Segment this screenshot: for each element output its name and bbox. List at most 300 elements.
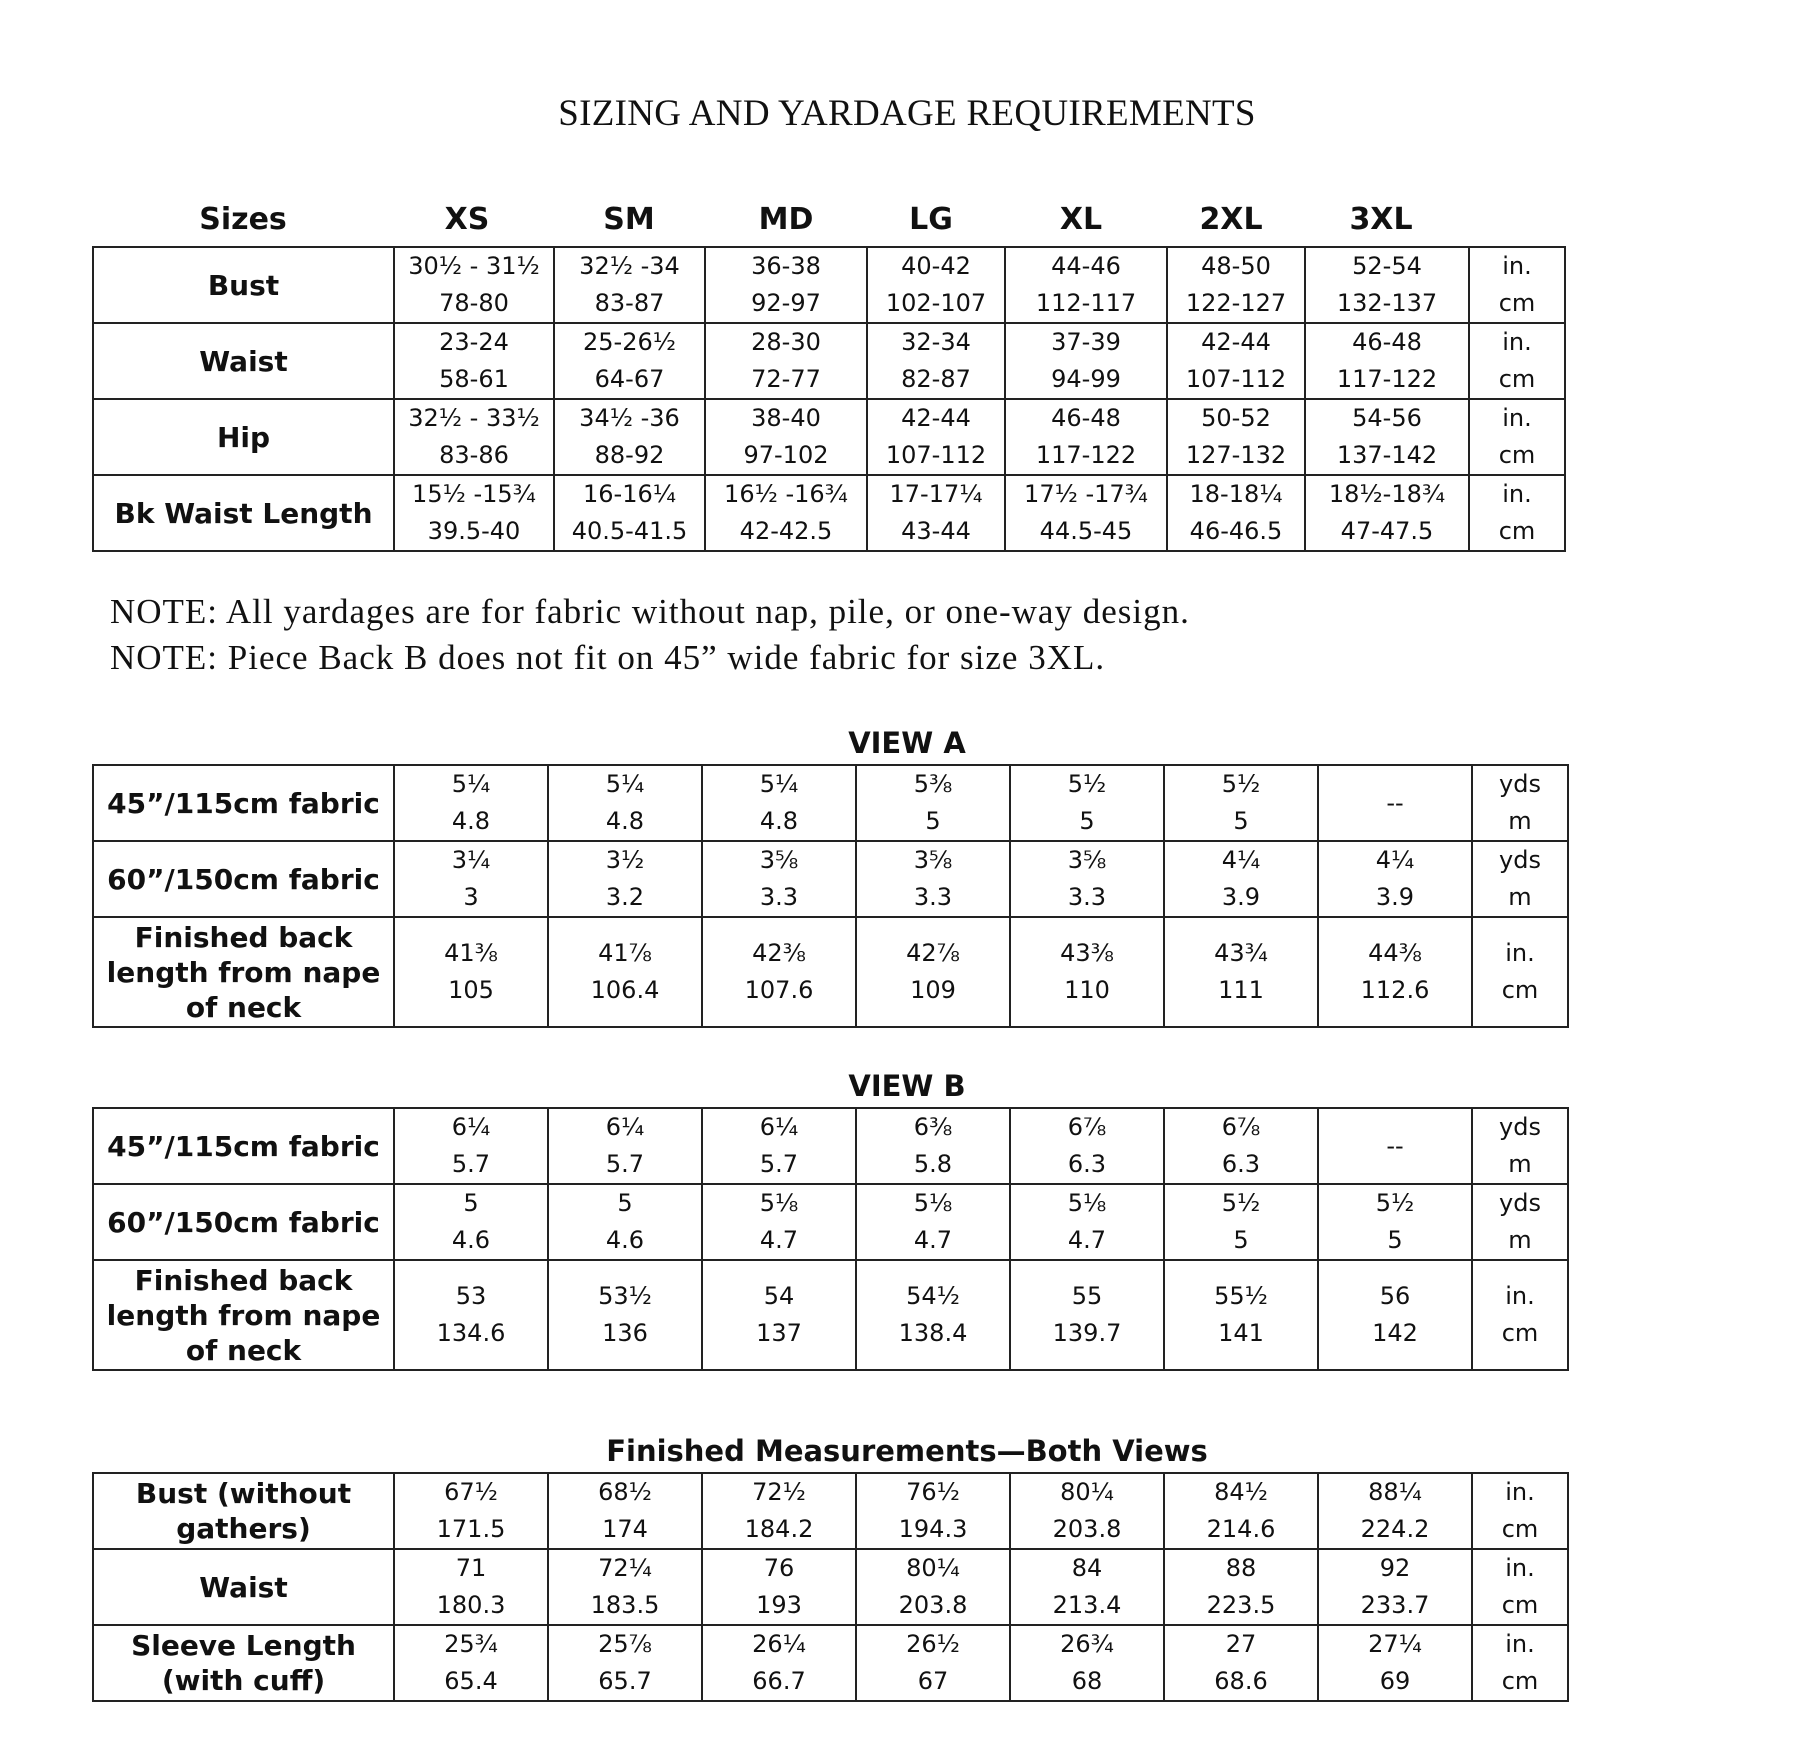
unit-top: in. [1505, 1478, 1535, 1506]
table-cell [1318, 765, 1472, 841]
cell-value-bottom: 3 [463, 883, 479, 911]
table-cell [702, 1549, 856, 1625]
cell-value-top: 5 [463, 1189, 479, 1217]
cell-value-top: 67½ [444, 1478, 498, 1506]
table-cell [705, 399, 867, 475]
cell-value-top: 53½ [598, 1282, 652, 1310]
cell-value-top: 5¼ [605, 770, 645, 798]
cell-value: -- [1386, 1131, 1404, 1160]
size-lg: LG [909, 202, 953, 237]
unit-cell [1472, 1625, 1568, 1701]
cell-value-bottom: 3.3 [1067, 883, 1107, 911]
cell-value-bottom: 5.7 [759, 1150, 799, 1178]
table-cell [702, 1473, 856, 1549]
cell-value-top: 5⅛ [759, 1189, 799, 1217]
cell-value-top: 17½ -17¾ [1024, 480, 1148, 508]
cell-value: -- [1386, 788, 1404, 817]
cell-value-bottom: 83-86 [439, 441, 509, 469]
table-cell [548, 1625, 702, 1701]
cell-value-bottom: 47-47.5 [1340, 517, 1434, 545]
cell-value-bottom: 107.6 [744, 976, 814, 1004]
cell-value-top: 76½ [906, 1478, 960, 1506]
cell-value-top: 68½ [598, 1478, 652, 1506]
cell-value-bottom: 4.7 [759, 1226, 799, 1254]
cell-value-top: 5⅛ [913, 1189, 953, 1217]
row-label-line: Bust (without [135, 1477, 352, 1510]
table-cell [867, 399, 1005, 475]
table-cell [554, 399, 705, 475]
cell-value-top: 26¾ [1060, 1630, 1114, 1658]
cell-value-top: 23-24 [439, 328, 509, 356]
size-xl: XL [1059, 202, 1103, 237]
cell-value-top: 88 [1225, 1554, 1257, 1582]
table-cell [548, 841, 702, 917]
table-cell [394, 1625, 548, 1701]
row-label [93, 1108, 394, 1184]
cell-value-top: 5½ [1221, 770, 1261, 798]
table-cell [1305, 247, 1469, 323]
cell-value-bottom: 223.5 [1206, 1591, 1276, 1619]
cell-value-bottom: 6.3 [1221, 1150, 1261, 1178]
cell-value-top: 3¼ [451, 846, 491, 874]
row-label [93, 247, 394, 323]
cell-value-top: 6⅜ [913, 1113, 953, 1141]
table-row [93, 1260, 1568, 1370]
finished-measurements-table [92, 1472, 1569, 1702]
table-cell [1005, 475, 1167, 551]
table-cell [1318, 841, 1472, 917]
cell-value-top: 56 [1379, 1282, 1411, 1310]
cell-value-bottom: 68.6 [1214, 1667, 1268, 1695]
cell-value-bottom: 92-97 [751, 289, 821, 317]
cell-value-bottom: 180.3 [436, 1591, 506, 1619]
cell-value-top: 17-17¼ [889, 480, 983, 508]
note-1: NOTE: All yardages are for fabric without nap, pile, or one-way design. [110, 592, 1190, 631]
table-cell [856, 1184, 1010, 1260]
cell-value-top: 41⅞ [598, 939, 652, 967]
row-label [93, 1260, 394, 1370]
cell-value-top: 38-40 [751, 404, 821, 432]
table-cell [1010, 1260, 1164, 1370]
row-label-text: Bust [207, 268, 280, 302]
cell-value-bottom: 94-99 [1051, 365, 1121, 393]
cell-value-bottom: 136 [602, 1319, 648, 1347]
table-cell [867, 475, 1005, 551]
cell-value-top: 40-42 [901, 252, 971, 280]
row-label-text: 60”/150cm fabric [107, 1205, 380, 1239]
table-row [93, 1184, 1568, 1260]
table-cell [394, 475, 554, 551]
cell-value-top: 54½ [906, 1282, 960, 1310]
row-label [93, 475, 394, 551]
note-2: NOTE: Piece Back B does not fit on 45” wide fabric for size 3XL. [110, 638, 1106, 677]
row-label-line: Sleeve Length [131, 1629, 356, 1662]
unit-cell [1472, 841, 1568, 917]
table-cell [1167, 475, 1305, 551]
row-label [93, 399, 394, 475]
cell-value-top: 26¼ [752, 1630, 806, 1658]
sizes-header [94, 202, 1578, 244]
table-cell [1010, 1108, 1164, 1184]
unit-cell [1472, 1260, 1568, 1370]
table-cell [1164, 841, 1318, 917]
table-cell [1010, 841, 1164, 917]
cell-value-bottom: 5.7 [451, 1150, 491, 1178]
cell-value-top: 30½ - 31½ [408, 252, 540, 280]
cell-value-bottom: 132-137 [1336, 289, 1438, 317]
table-cell [394, 841, 548, 917]
cell-value-bottom: 88-92 [594, 441, 665, 469]
table-cell [856, 1625, 1010, 1701]
size-xs: XS [444, 202, 490, 237]
unit-top: in. [1505, 1282, 1535, 1310]
cell-value-bottom: 203.8 [898, 1591, 968, 1619]
cell-value-bottom: 6.3 [1067, 1150, 1107, 1178]
unit-bottom: cm [1501, 1515, 1539, 1543]
table-cell [394, 247, 554, 323]
unit-cell [1472, 1473, 1568, 1549]
cell-value-bottom: 233.7 [1360, 1591, 1430, 1619]
cell-value-bottom: 4.6 [451, 1226, 491, 1254]
cell-value-top: 42-44 [1201, 328, 1271, 356]
table-cell [1164, 1625, 1318, 1701]
cell-value-bottom: 64-67 [594, 365, 665, 393]
cell-value-bottom: 183.5 [590, 1591, 660, 1619]
unit-top: yds [1499, 1113, 1541, 1141]
unit-top: yds [1499, 846, 1541, 874]
cell-value-top: 3½ [605, 846, 645, 874]
table-cell [856, 917, 1010, 1027]
table-cell [1167, 323, 1305, 399]
cell-value-top: 32½ - 33½ [408, 404, 540, 432]
table-cell [1318, 1625, 1472, 1701]
cell-value-bottom: 102-107 [885, 289, 987, 317]
unit-cell [1472, 917, 1568, 1027]
table-cell [702, 765, 856, 841]
unit-bottom: cm [1501, 1591, 1539, 1619]
table-row [93, 1108, 1568, 1184]
unit-bottom: cm [1498, 441, 1536, 469]
unit-bottom: cm [1501, 1319, 1539, 1347]
row-label-line: gathers) [176, 1512, 311, 1545]
cell-value-bottom: 44.5-45 [1039, 517, 1133, 545]
table-row [93, 399, 1565, 475]
unit-bottom: cm [1501, 976, 1539, 1004]
cell-value-bottom: 43-44 [901, 517, 971, 545]
cell-value-top: 6⅞ [1067, 1113, 1107, 1141]
cell-value-bottom: 106.4 [590, 976, 660, 1004]
row-label [93, 1549, 394, 1625]
cell-value-bottom: 214.6 [1206, 1515, 1276, 1543]
unit-cell [1472, 1184, 1568, 1260]
cell-value-top: 5½ [1221, 1189, 1261, 1217]
table-cell [856, 1549, 1010, 1625]
cell-value-bottom: 4.7 [1067, 1226, 1107, 1254]
unit-cell [1469, 323, 1565, 399]
cell-value-top: 25¾ [444, 1630, 498, 1658]
cell-value-bottom: 137-142 [1336, 441, 1438, 469]
table-cell [1164, 1108, 1318, 1184]
cell-value-top: 5½ [1067, 770, 1107, 798]
table-cell [1305, 475, 1469, 551]
size-sm: SM [603, 202, 655, 237]
cell-value-bottom: 4.6 [605, 1226, 645, 1254]
table-cell [548, 1473, 702, 1549]
row-label-line: of neck [185, 1333, 302, 1367]
cell-value-top: 27¼ [1368, 1630, 1422, 1658]
size-3xl: 3XL [1349, 202, 1413, 237]
row-label-line: length from nape [106, 1298, 381, 1332]
cell-value-bottom: 134.6 [436, 1319, 506, 1347]
table-cell [856, 841, 1010, 917]
cell-value-top: 27 [1225, 1630, 1257, 1658]
table-cell [856, 1260, 1010, 1370]
cell-value-top: 25-26½ [583, 328, 676, 356]
unit-top: in. [1502, 480, 1532, 508]
table-cell [1010, 1549, 1164, 1625]
row-label-text: Hip [216, 420, 271, 454]
table-cell [705, 323, 867, 399]
cell-value-bottom: 46-46.5 [1189, 517, 1283, 545]
cell-value-top: 88¼ [1368, 1478, 1422, 1506]
cell-value-bottom: 5 [1233, 807, 1249, 835]
table-cell [548, 765, 702, 841]
table-cell [702, 1184, 856, 1260]
unit-bottom: cm [1501, 1667, 1539, 1695]
cell-value-bottom: 78-80 [439, 289, 509, 317]
unit-cell [1469, 399, 1565, 475]
table-cell [548, 1184, 702, 1260]
table-row [93, 475, 1565, 551]
table-cell [554, 475, 705, 551]
table-cell [705, 475, 867, 551]
unit-top: in. [1502, 328, 1532, 356]
cell-value-bottom: 109 [910, 976, 956, 1004]
cell-value-bottom: 67 [917, 1667, 949, 1695]
row-label [93, 841, 394, 917]
cell-value-bottom: 138.4 [898, 1319, 968, 1347]
cell-value-bottom: 4.8 [759, 807, 799, 835]
table-cell [394, 323, 554, 399]
unit-top: in. [1505, 1554, 1535, 1582]
row-label-line: Finished back [134, 920, 353, 954]
table-cell [1318, 1473, 1472, 1549]
table-cell [702, 841, 856, 917]
unit-cell [1472, 1108, 1568, 1184]
table-cell [867, 247, 1005, 323]
cell-value-bottom: 142 [1372, 1319, 1418, 1347]
cell-value-top: 84 [1071, 1554, 1103, 1582]
cell-value-top: 41⅜ [444, 939, 498, 967]
table-cell [554, 323, 705, 399]
cell-value-bottom: 107-112 [1185, 365, 1287, 393]
cell-value-top: 26½ [906, 1630, 960, 1658]
cell-value-top: 42⅜ [752, 939, 806, 967]
cell-value-top: 37-39 [1051, 328, 1121, 356]
table-cell [394, 1108, 548, 1184]
cell-value-top: 5⅛ [1067, 1189, 1107, 1217]
row-label-line: of neck [185, 990, 302, 1024]
row-label [93, 917, 394, 1027]
row-label [93, 1625, 394, 1701]
cell-value-bottom: 194.3 [898, 1515, 968, 1543]
cell-value-top: 6¼ [605, 1113, 645, 1141]
table-cell [1010, 1625, 1164, 1701]
cell-value-bottom: 112-117 [1035, 289, 1137, 317]
unit-bottom: m [1508, 883, 1532, 911]
cell-value-bottom: 68 [1071, 1667, 1103, 1695]
unit-top: in. [1505, 1630, 1535, 1658]
table-cell [548, 1260, 702, 1370]
cell-value-bottom: 82-87 [901, 365, 971, 393]
cell-value-top: 3⅝ [759, 846, 799, 874]
unit-bottom: cm [1498, 289, 1536, 317]
table-cell [1005, 399, 1167, 475]
cell-value-top: 71 [455, 1554, 487, 1582]
unit-top: in. [1502, 404, 1532, 432]
cell-value-top: 6¼ [451, 1113, 491, 1141]
cell-value-top: 18-18¼ [1189, 480, 1283, 508]
unit-top: yds [1499, 770, 1541, 798]
cell-value-bottom: 58-61 [439, 365, 509, 393]
sizes-label: Sizes [199, 202, 287, 237]
table-cell [548, 1108, 702, 1184]
unit-top: in. [1502, 252, 1532, 280]
table-cell [1010, 1184, 1164, 1260]
cell-value-bottom: 5 [1387, 1226, 1403, 1254]
cell-value-bottom: 40.5-41.5 [571, 517, 688, 545]
table-cell [1005, 247, 1167, 323]
table-cell [856, 1108, 1010, 1184]
cell-value-bottom: 72-77 [751, 365, 821, 393]
cell-value-top: 55 [1071, 1282, 1103, 1310]
cell-value-bottom: 139.7 [1052, 1319, 1122, 1347]
cell-value-bottom: 107-112 [885, 441, 987, 469]
row-label [93, 323, 394, 399]
row-label-line: length from nape [106, 955, 381, 989]
cell-value-top: 3⅝ [913, 846, 953, 874]
table-cell [1164, 917, 1318, 1027]
cell-value-top: 48-50 [1201, 252, 1271, 280]
cell-value-bottom: 5 [1079, 807, 1095, 835]
cell-value-top: 4¼ [1375, 846, 1415, 874]
cell-value-bottom: 83-87 [594, 289, 665, 317]
body-measurements-table [92, 246, 1566, 552]
cell-value-top: 72¼ [598, 1554, 652, 1582]
cell-value-top: 6¼ [759, 1113, 799, 1141]
view-b-table [92, 1107, 1569, 1371]
row-label-line: Finished back [134, 1263, 353, 1297]
cell-value-top: 5½ [1375, 1189, 1415, 1217]
cell-value-top: 5⅜ [913, 770, 953, 798]
size-2xl: 2XL [1199, 202, 1263, 237]
table-cell [1164, 765, 1318, 841]
cell-value-bottom: 5.7 [605, 1150, 645, 1178]
size-md: MD [758, 202, 814, 237]
cell-value-top: 43¾ [1214, 939, 1268, 967]
cell-value-bottom: 42-42.5 [739, 517, 833, 545]
cell-value-top: 25⅞ [598, 1630, 652, 1658]
table-row [93, 765, 1568, 841]
cell-value-top: 53 [455, 1282, 487, 1310]
table-cell [1010, 917, 1164, 1027]
cell-value-top: 44-46 [1051, 252, 1121, 280]
cell-value-top: 5¼ [759, 770, 799, 798]
table-cell [1318, 1549, 1472, 1625]
table-cell [1167, 399, 1305, 475]
unit-top: yds [1499, 1189, 1541, 1217]
cell-value-top: 18½-18¾ [1328, 480, 1446, 508]
cell-value-bottom: 3.3 [759, 883, 799, 911]
cell-value-bottom: 213.4 [1052, 1591, 1122, 1619]
row-label-text: Bk Waist Length [114, 496, 373, 530]
cell-value-bottom: 137 [756, 1319, 802, 1347]
table-cell [394, 917, 548, 1027]
cell-value-bottom: 3.9 [1221, 883, 1261, 911]
cell-value-bottom: 171.5 [436, 1515, 506, 1543]
cell-value-top: 50-52 [1201, 404, 1271, 432]
table-cell [394, 1473, 548, 1549]
cell-value-top: 84½ [1214, 1478, 1268, 1506]
cell-value-bottom: 39.5-40 [427, 517, 521, 545]
unit-bottom: m [1508, 1150, 1532, 1178]
cell-value-top: 32-34 [901, 328, 971, 356]
cell-value-bottom: 203.8 [1052, 1515, 1122, 1543]
cell-value-top: 46-48 [1352, 328, 1422, 356]
cell-value-bottom: 97-102 [743, 441, 829, 469]
table-cell [1010, 765, 1164, 841]
table-cell [1005, 323, 1167, 399]
table-cell [1318, 1184, 1472, 1260]
cell-value-bottom: 112.6 [1360, 976, 1430, 1004]
table-cell [867, 323, 1005, 399]
row-label-text: Waist [199, 344, 288, 378]
cell-value-bottom: 174 [602, 1515, 648, 1543]
unit-cell [1469, 475, 1565, 551]
row-label [93, 765, 394, 841]
cell-value-bottom: 224.2 [1360, 1515, 1430, 1543]
table-cell [1164, 1473, 1318, 1549]
cell-value-top: 28-30 [751, 328, 821, 356]
cell-value-top: 55½ [1214, 1282, 1268, 1310]
unit-cell [1472, 765, 1568, 841]
row-label-line: Waist [199, 1570, 288, 1604]
table-cell [394, 1260, 548, 1370]
page-title: SIZING AND YARDAGE REQUIREMENTS [558, 93, 1256, 134]
table-row [93, 323, 1565, 399]
unit-bottom: cm [1498, 517, 1536, 545]
cell-value-top: 54-56 [1352, 404, 1422, 432]
cell-value-bottom: 4.8 [451, 807, 491, 835]
cell-value-bottom: 110 [1064, 976, 1110, 1004]
table-row [93, 917, 1568, 1027]
table-cell [702, 1625, 856, 1701]
view-a-title: VIEW A [848, 726, 966, 760]
row-label-text: 60”/150cm fabric [107, 862, 380, 896]
cell-value-bottom: 65.4 [444, 1667, 498, 1695]
cell-value-bottom: 5.8 [913, 1150, 953, 1178]
cell-value-bottom: 193 [756, 1591, 802, 1619]
table-cell [702, 1260, 856, 1370]
row-label-text: 45”/115cm fabric [107, 1129, 380, 1163]
cell-value-top: 80¼ [906, 1554, 960, 1582]
cell-value-top: 44⅜ [1368, 939, 1422, 967]
table-cell [394, 765, 548, 841]
cell-value-top: 15½ -15¾ [412, 480, 536, 508]
cell-value-bottom: 105 [448, 976, 494, 1004]
unit-bottom: cm [1498, 365, 1536, 393]
cell-value-bottom: 65.7 [598, 1667, 652, 1695]
